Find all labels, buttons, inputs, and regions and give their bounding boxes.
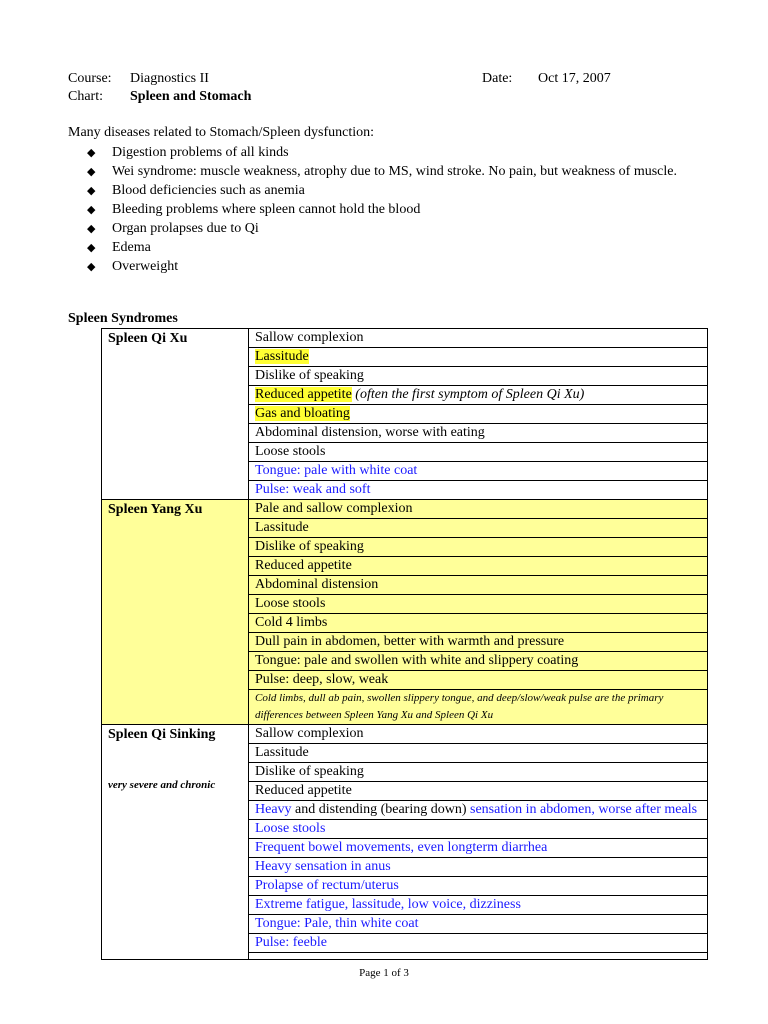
symptom-cell: Sallow complexion bbox=[249, 329, 708, 348]
syndrome-name-yang-xu: Spleen Yang Xu bbox=[102, 500, 249, 725]
diamond-bullet-icon: ◆ bbox=[87, 242, 96, 254]
diamond-bullet-icon: ◆ bbox=[87, 185, 96, 197]
symptom-cell: Loose stools bbox=[249, 443, 708, 462]
symptom-cell: Heavy sensation in anus bbox=[249, 858, 708, 877]
chart-label: Chart: bbox=[68, 89, 103, 104]
symptom-cell: Loose stools bbox=[249, 595, 708, 614]
symptom-cell: Reduced appetite (often the first symptom of Spleen Qi Xu) bbox=[249, 386, 708, 405]
disease-list bbox=[68, 144, 708, 276]
date-value: Oct 17, 2007 bbox=[538, 71, 611, 86]
list-item: ◆ Overweight bbox=[87, 259, 179, 274]
symptom-cell: Lassitude bbox=[249, 519, 708, 538]
symptom-cell: Dislike of speaking bbox=[249, 538, 708, 557]
list-item: ◆ Edema bbox=[87, 240, 151, 255]
diamond-bullet-icon: ◆ bbox=[87, 261, 96, 273]
tongue-cell: Tongue: pale and swollen with white and slippery coating bbox=[249, 652, 708, 671]
document-header bbox=[68, 70, 708, 106]
symptom-cell: Dislike of speaking bbox=[249, 763, 708, 782]
course-label: Course: bbox=[68, 71, 112, 86]
list-item: ◆ Bleeding problems where spleen cannot hold the blood bbox=[87, 202, 421, 217]
syndrome-name-qi-sinking: Spleen Qi Sinking bbox=[108, 727, 216, 742]
pulse-cell: Pulse: weak and soft bbox=[249, 481, 708, 500]
pulse-cell: Pulse: deep, slow, weak bbox=[249, 671, 708, 690]
symptom-cell: Extreme fatigue, lassitude, low voice, dizziness bbox=[249, 896, 708, 915]
intro-text: Many diseases related to Stomach/Spleen dysfunction: bbox=[68, 125, 374, 140]
diamond-bullet-icon: ◆ bbox=[87, 223, 96, 235]
diamond-bullet-icon: ◆ bbox=[87, 204, 96, 216]
symptom-cell: Sallow complexion bbox=[249, 725, 708, 744]
table-row bbox=[102, 329, 708, 348]
table-row bbox=[102, 725, 708, 744]
section-title: Spleen Syndromes bbox=[68, 311, 178, 326]
symptom-cell: Frequent bowel movements, even longterm diarrhea bbox=[249, 839, 708, 858]
symptom-cell: Cold 4 limbs bbox=[249, 614, 708, 633]
symptom-cell: Prolapse of rectum/uterus bbox=[249, 877, 708, 896]
symptom-cell: Lassitude bbox=[249, 348, 708, 367]
list-item: ◆ Wei syndrome: muscle weakness, atrophy due to MS, wind stroke. No pain, but weakness of muscle. bbox=[87, 164, 677, 179]
symptom-cell: Dislike of speaking bbox=[249, 367, 708, 386]
course-value: Diagnostics II bbox=[130, 71, 209, 86]
symptom-cell: Abdominal distension bbox=[249, 576, 708, 595]
date-label: Date: bbox=[482, 71, 513, 86]
diamond-bullet-icon: ◆ bbox=[87, 166, 96, 178]
syndrome-name-qi-xu: Spleen Qi Xu bbox=[102, 329, 249, 500]
severity-note: very severe and chronic bbox=[108, 779, 216, 791]
syndromes-table bbox=[101, 328, 708, 960]
tongue-cell: Tongue: pale with white coat bbox=[249, 462, 708, 481]
symptom-cell: Heavy and distending (bearing down) sensation in abdomen, worse after meals bbox=[249, 801, 708, 820]
symptom-cell: Abdominal distension, worse with eating bbox=[249, 424, 708, 443]
tongue-cell: Tongue: Pale, thin white coat bbox=[249, 915, 708, 934]
symptom-cell: Gas and bloating bbox=[249, 405, 708, 424]
diamond-bullet-icon: ◆ bbox=[87, 147, 96, 159]
empty-cell bbox=[249, 953, 708, 960]
symptom-cell: Loose stools bbox=[249, 820, 708, 839]
syndrome-cell-qi-sinking bbox=[102, 725, 249, 960]
symptom-cell: Reduced appetite bbox=[249, 782, 708, 801]
intro-section bbox=[68, 124, 708, 277]
chart-row bbox=[68, 88, 708, 106]
table-row bbox=[102, 500, 708, 519]
list-item: ◆ Organ prolapses due to Qi bbox=[87, 221, 259, 236]
chart-value: Spleen and Stomach bbox=[130, 89, 252, 104]
symptom-cell: Reduced appetite bbox=[249, 557, 708, 576]
list-item: ◆ Blood deficiencies such as anemia bbox=[87, 183, 305, 198]
page-number: Page 1 of 3 bbox=[359, 967, 409, 979]
differences-note: Cold limbs, dull ab pain, swollen slippery tongue, and deep/slow/weak pulse are the primary differences between Spleen Yang Xu and Spleen Qi Xu bbox=[249, 690, 708, 725]
symptom-cell: Pale and sallow complexion bbox=[249, 500, 708, 519]
symptom-cell: Lassitude bbox=[249, 744, 708, 763]
list-item: ◆ Digestion problems of all kinds bbox=[87, 145, 289, 160]
pulse-cell: Pulse: feeble bbox=[249, 934, 708, 953]
symptom-cell: Dull pain in abdomen, better with warmth and pressure bbox=[249, 633, 708, 652]
course-row bbox=[68, 70, 708, 88]
